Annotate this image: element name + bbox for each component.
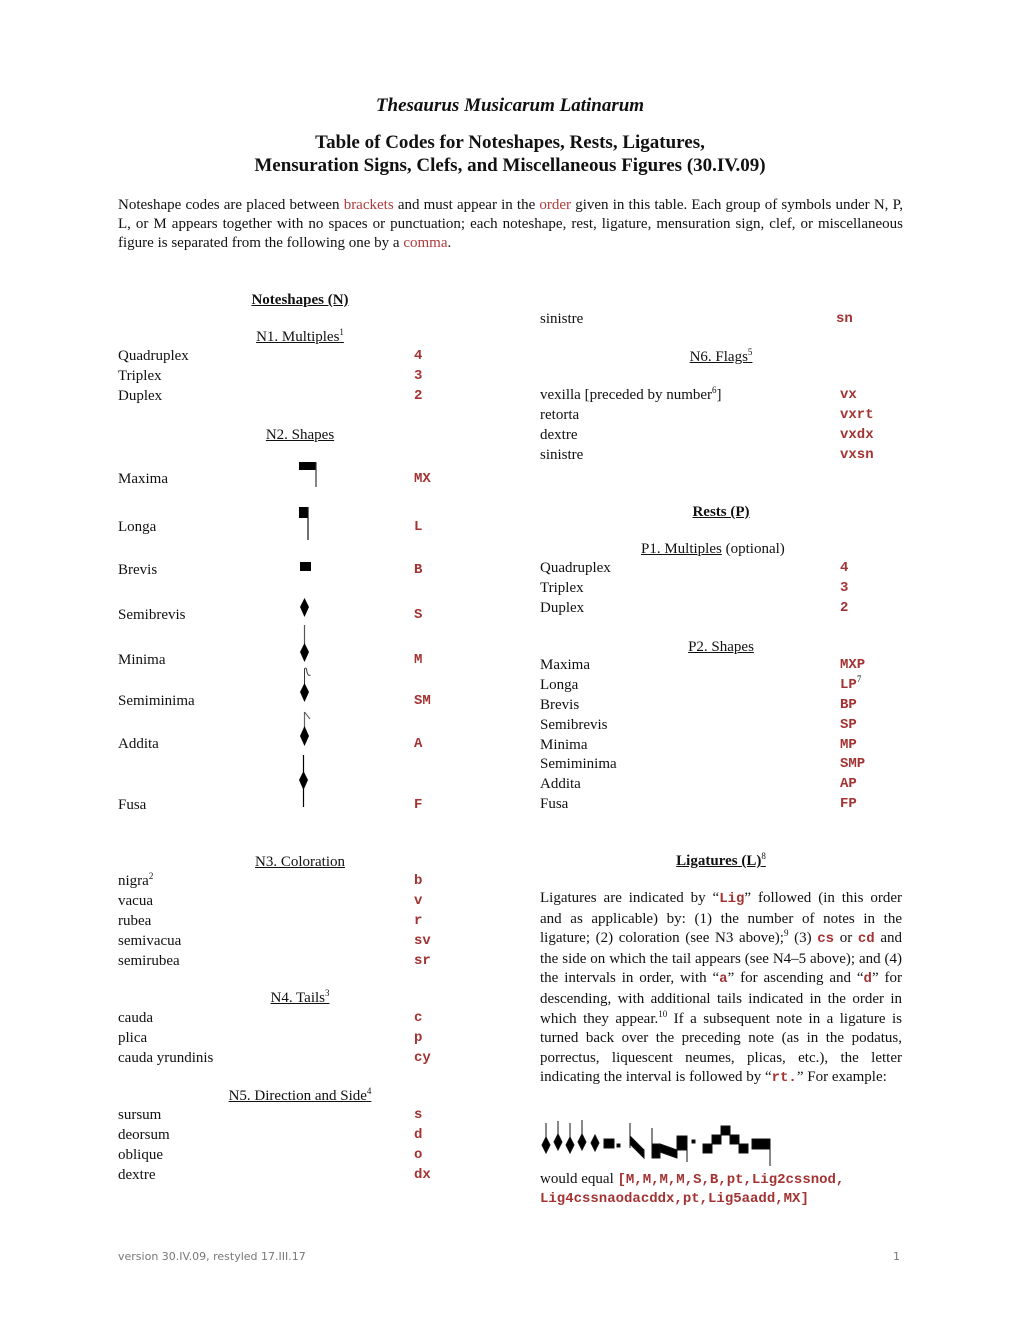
noteshape-glyphs [280, 455, 340, 815]
row-label: cauda yrundinis [118, 1050, 214, 1066]
heading-text: N4. Tails [270, 990, 326, 1006]
row-label: Maxima [540, 657, 590, 673]
page-number: 1 [893, 1250, 900, 1263]
row-code: BP [840, 697, 857, 713]
row-label: cauda [118, 1010, 153, 1026]
row-label: plica [118, 1030, 148, 1046]
brevis-glyph [300, 562, 311, 571]
order-term: order [539, 197, 572, 213]
row-label: dextre [118, 1167, 156, 1183]
longa-glyph [299, 507, 308, 540]
row-label: Minima [540, 737, 588, 753]
p2-heading: P2. Shapes [688, 639, 754, 655]
row-code: dx [414, 1167, 431, 1183]
example-code: Lig4cssnaodacddx,pt,Lig5aadd,MX] [540, 1191, 809, 1207]
text: would equal [540, 1171, 618, 1187]
row-code: MX [414, 471, 431, 487]
intro-paragraph [118, 196, 903, 253]
row-code: cy [414, 1050, 431, 1066]
row-label: Semibrevis [540, 717, 608, 733]
semiminima-glyph [300, 668, 311, 702]
row-code: SMP [840, 756, 866, 772]
row-code: s [414, 1107, 423, 1123]
row-label: dextre [540, 427, 578, 443]
row-code: 2 [840, 600, 849, 616]
text: and the side on which the tail appears (see N4–5 above); and (4) the intervals in order, with “ [540, 930, 902, 987]
intro-text: given in this table. Each group of symbols under N, P, L, or M appears together with no spaces or punctuation; each noteshape, rest, ligature, mensuration sign, clef, or miscellaneous figure is separated from the following one by a [118, 197, 903, 251]
addita-glyph [300, 712, 310, 746]
maxima-glyph [299, 462, 316, 487]
row-label [540, 386, 722, 404]
code: Lig [719, 891, 745, 907]
rests-heading: Rests (P) [692, 504, 750, 520]
comma-term: comma [403, 235, 448, 251]
row-label: Longa [540, 677, 579, 693]
row-code: SP [840, 717, 857, 733]
heading-text: P1. Multiples [641, 541, 722, 557]
row-label: Quadruplex [118, 348, 189, 364]
row-code: A [414, 736, 423, 752]
footnote-ref: 7 [856, 674, 862, 684]
row-label: Duplex [540, 600, 585, 616]
row-code: d [414, 1127, 423, 1143]
subtitle-line-1: Table of Codes for Noteshapes, Rests, Ligatures, [315, 132, 705, 153]
footnote-ref: 9 [783, 928, 789, 939]
row-code: sv [414, 933, 431, 949]
footnote-ref: 3 [325, 988, 330, 998]
row-label: sinistre [540, 447, 584, 463]
row-code: p [414, 1030, 423, 1046]
row-label: semivacua [118, 933, 182, 949]
text: or [834, 930, 858, 947]
row-code: sn [836, 311, 853, 327]
row-label: retorta [540, 407, 580, 423]
label-text: ] [716, 387, 722, 403]
row-label: Fusa [118, 797, 147, 813]
row-code: sr [414, 953, 431, 969]
text: ” followed (in this order and as applicable) by: (1) the number of notes in the ligature; (2) coloration (see N3 above); [540, 890, 902, 947]
row-code: b [414, 873, 423, 889]
row-code: MXP [840, 657, 866, 673]
minima-glyph [300, 625, 309, 662]
p1-heading [641, 540, 785, 558]
example-code: [M,M,M,M,S,B,pt,Lig2cssnod, [617, 1172, 845, 1188]
document-title: Thesaurus Musicarum Latinarum [375, 95, 645, 116]
row-label: oblique [118, 1147, 163, 1163]
footnote-ref: 8 [761, 851, 766, 861]
row-code: FP [840, 796, 857, 812]
subtitle-line-2: Mensuration Signs, Clefs, and Miscellaneous Figures (30.IV.09) [254, 155, 766, 176]
code: cd [857, 931, 875, 948]
intro-text: Noteshape codes are placed between [118, 197, 344, 213]
text: ” For example: [796, 1069, 887, 1086]
row-code: r [414, 913, 423, 929]
n2-heading: N2. Shapes [265, 427, 335, 443]
text: ” for descending, with additional tails indicated in the order in which they appear. [540, 970, 902, 1027]
footnote-ref: 10 [658, 1008, 668, 1019]
row-label: Maxima [118, 471, 168, 487]
noteshapes-heading: Noteshapes (N) [251, 292, 349, 308]
brackets-term: brackets [343, 197, 394, 213]
label-text: nigra [118, 873, 149, 889]
code: d [863, 971, 872, 988]
footnote-ref: 4 [366, 1086, 372, 1096]
row-label: sinistre [540, 311, 584, 327]
row-code: 2 [414, 388, 423, 404]
row-code: SM [414, 693, 431, 709]
row-label: Brevis [118, 562, 158, 578]
text: (3) [788, 930, 818, 947]
n5-heading [229, 1087, 372, 1105]
row-code: o [414, 1147, 423, 1163]
heading-text: Ligatures (L) [676, 853, 762, 869]
row-code: 3 [414, 368, 423, 384]
code-text: LP [840, 677, 857, 693]
row-label: rubea [118, 913, 152, 929]
example-result-line-2 [540, 1189, 809, 1208]
text: Ligatures are indicated by “ [540, 890, 720, 906]
row-code: M [414, 652, 423, 668]
row-code: B [414, 562, 423, 578]
heading-text: N5. Direction and Side [228, 1088, 367, 1104]
semibrevis-glyph [300, 598, 309, 617]
row-label: semirubea [118, 953, 180, 969]
footer-version: version 30.IV.09, restyled 17.III.17 [118, 1250, 306, 1263]
label-text: vexilla [preceded by number [540, 387, 713, 403]
intro-text: and must appear in the [393, 197, 540, 213]
row-code: L [414, 519, 423, 535]
row-label: Quadruplex [540, 560, 611, 576]
row-label: Minima [118, 652, 166, 668]
row-code: vxrt [840, 407, 874, 423]
n6-heading [690, 348, 753, 366]
row-code: MP [840, 737, 857, 753]
row-label: Duplex [118, 388, 163, 404]
row-label: Semiminima [540, 756, 617, 772]
row-label: sursum [118, 1107, 162, 1123]
row-code: 3 [840, 580, 849, 596]
example-result [540, 1170, 844, 1189]
row-code: S [414, 607, 423, 623]
row-label: Addita [118, 736, 159, 752]
row-code: vx [840, 387, 857, 403]
n4-heading [270, 989, 329, 1007]
heading-text: N6. Flags [689, 349, 748, 365]
footnote-ref: 2 [148, 871, 154, 881]
code: cs [817, 931, 835, 948]
code: a [719, 971, 728, 988]
heading-text: N1. Multiples [256, 329, 340, 345]
row-label: vacua [118, 893, 153, 909]
footnote-ref: 5 [747, 347, 753, 357]
code: rt. [771, 1070, 797, 1087]
row-code: vxsn [840, 447, 874, 463]
row-label: Semibrevis [118, 607, 186, 623]
footnote-ref: 6 [712, 385, 717, 395]
row-code: vxdx [840, 427, 874, 443]
row-code: v [414, 893, 423, 909]
ligatures-heading [676, 852, 766, 870]
n3-heading: N3. Coloration [255, 854, 345, 870]
row-label: Addita [540, 776, 581, 792]
row-code [840, 676, 861, 694]
ligature-example-glyphs [540, 1120, 780, 1170]
text: ” for ascending and “ [727, 970, 864, 987]
text: If a subsequent note in a ligature is turned back over the preceding note (as in the podatus, porrectus, liquescent neumes, plicas, etc.), the letter indicating the interval is followed by “ [540, 1010, 902, 1086]
n1-heading [256, 328, 344, 346]
row-code: c [414, 1010, 423, 1026]
fusa-glyph [299, 755, 308, 807]
row-code: 4 [840, 560, 849, 576]
row-label: Fusa [540, 796, 569, 812]
row-label: Brevis [540, 697, 580, 713]
row-label [118, 872, 153, 890]
row-code: 4 [414, 348, 423, 364]
row-label: Triplex [540, 580, 584, 596]
row-code: AP [840, 776, 857, 792]
row-label: Semiminima [118, 693, 195, 709]
row-code: F [414, 797, 423, 813]
heading-note: (optional) [721, 541, 785, 557]
footnote-ref: 1 [339, 327, 344, 337]
intro-text: . [447, 235, 452, 251]
ligatures-paragraph [540, 889, 902, 1089]
row-label: Longa [118, 519, 157, 535]
row-label: Triplex [118, 368, 162, 384]
row-label: deorsum [118, 1127, 170, 1143]
